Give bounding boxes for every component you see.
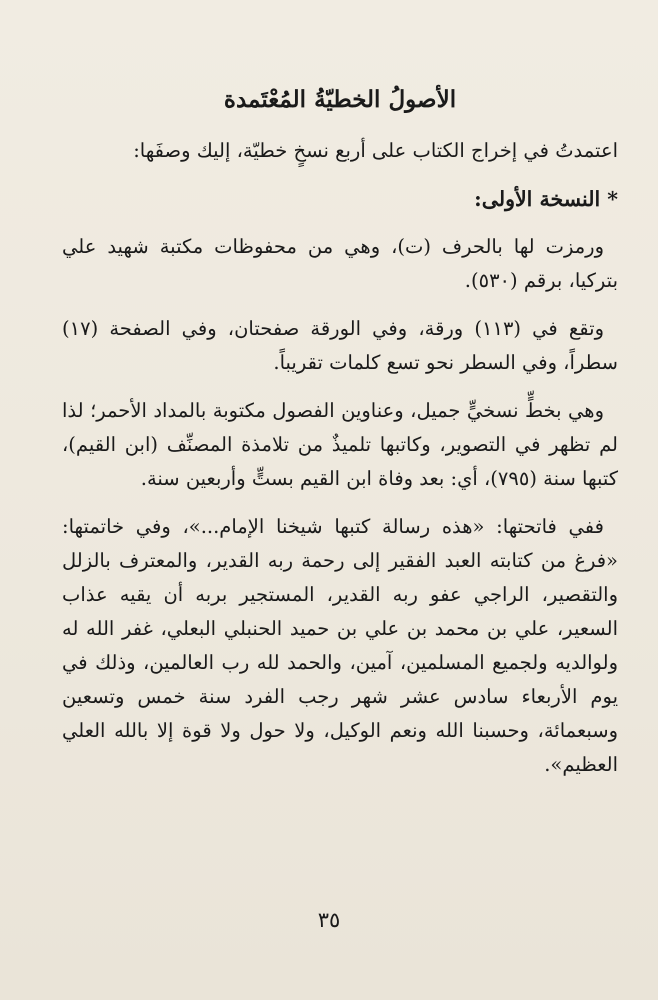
paragraph-script: وهي بخطٍّ نسخيٍّ جميل، وعناوين الفصول مكتوبة بالمداد الأحمر؛ لذا لم تظهر في التصوير، وكاتبها تلميذٌ من تلامذة المصنِّف (ابن القيم)، كتبها سنة (٧٩٥)، أي: بعد وفاة ابن القيم بستٍّ وأربعين سنة.: [62, 399, 618, 490]
paragraph-colophon: ففي فاتحتها: «هذه رسالة كتبها شيخنا الإمام...»، وفي خاتمتها: «فرغ من كتابته العبد الفقير إلى رحمة ربه القدير، والمعترف بالزلل والتقصير، الراجي عفو ربه القدير، المستجير بربه أن يقيه عذاب السعير، علي بن محمد بن علي بن حميد الحنبلي البعلي، غفر الله له ولوالديه ولجميع المسلمين، آمين، والحمد لله رب العالمين، وذلك في يوم الأربعاء سادس عشر شهر رجب الفرد سنة خمس وتسعين وسبعمائة، وحسبنا الله ونعم الوكيل، ولا حول ولا قوة إلا بالله العلي العظيم».: [62, 515, 618, 776]
paragraph-extent: وتقع في (١١٣) ورقة، وفي الورقة صفحتان، وفي الصفحة (١٧) سطراً، وفي السطر نحو تسع كلمات تقريباً.: [62, 317, 618, 374]
intro-paragraph: اعتمدتُ في إخراج الكتاب على أربع نسخٍ خطيّة، إليك وصفَها:: [133, 139, 618, 162]
page-content: [62, 80, 618, 796]
page-title: الأصولُ الخطيّةُ المُعْتَمدة: [223, 86, 457, 113]
paragraph-symbol: ورمزت لها بالحرف (ت)، وهي من محفوظات مكتبة شهيد علي بتركيا، برقم (٥٣٠).: [62, 235, 618, 292]
page-number: ٣٥: [317, 908, 341, 932]
section-heading-first-copy: * النسخة الأولى:: [474, 187, 618, 211]
